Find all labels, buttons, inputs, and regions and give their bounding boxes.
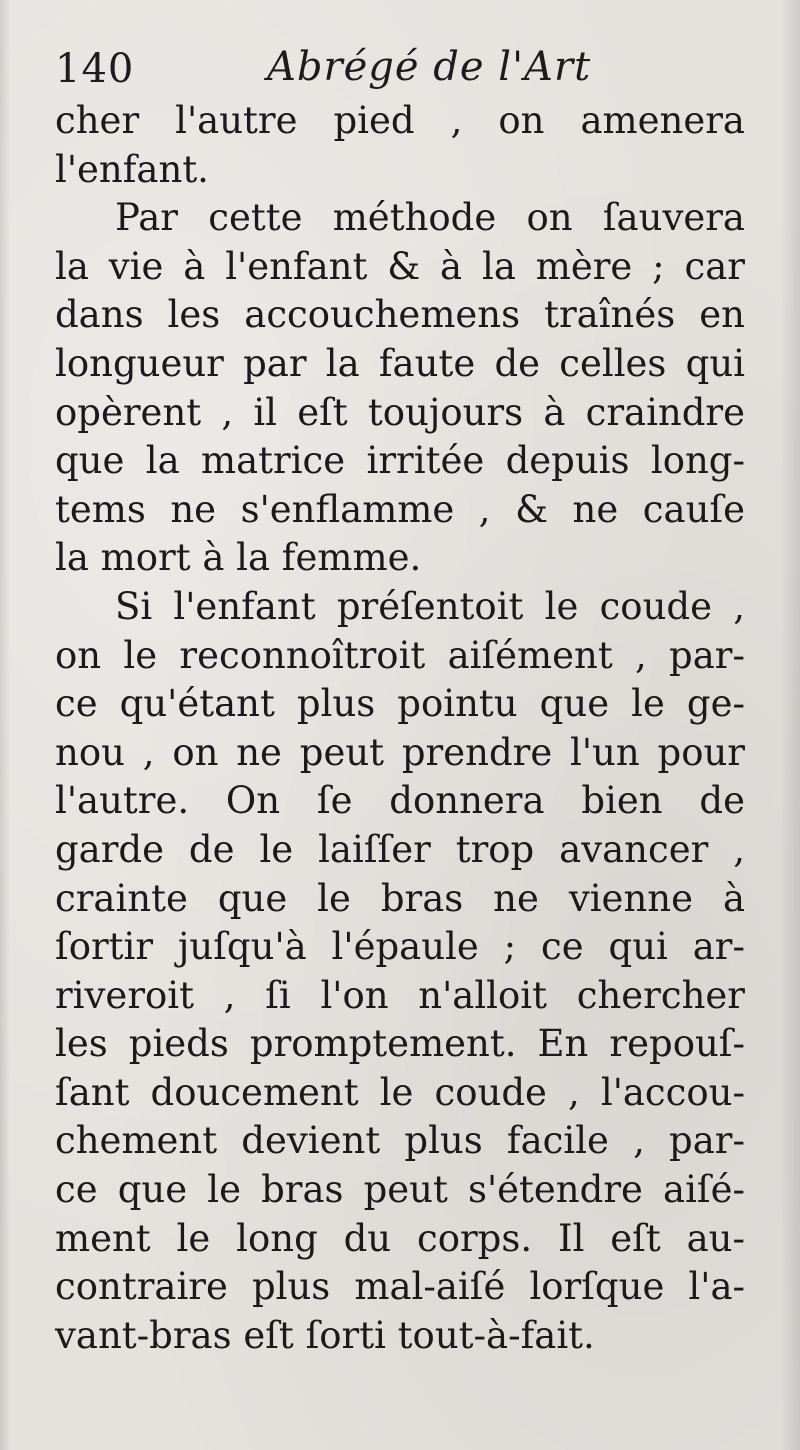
text-line: longueur par la faute de celles qui	[55, 341, 745, 385]
text-line: chement devient plus facile , par-	[55, 1119, 745, 1163]
text-line: ment le long du corps. Il eſt au-	[55, 1216, 745, 1260]
page-number: 140	[55, 46, 135, 92]
text-line: dans les accouchemens traînés en	[55, 293, 745, 337]
paragraph-1	[55, 97, 745, 194]
text-line: ſortir juſqu'à l'épaule ; ce qui ar-	[55, 925, 745, 969]
text-line: la mort à la femme.	[55, 536, 422, 580]
text-line: riveroit , ſi l'on n'alloit chercher	[55, 973, 745, 1017]
body-text	[55, 97, 745, 1360]
paragraph-3	[55, 583, 745, 1361]
paragraph-2	[55, 194, 745, 583]
text-line: vant-bras eſt ſorti tout-à-fait.	[55, 1313, 595, 1357]
text-line: ce que le bras peut s'étendre aiſé-	[55, 1168, 745, 1212]
text-line: on le reconnoîtroit aiſément , par-	[55, 633, 745, 677]
text-line: Si l'enfant préſentoit le coude ,	[115, 584, 745, 628]
text-line: opèrent , il eſt toujours à craindre	[55, 390, 745, 434]
text-line: garde de le laiſſer trop avancer ,	[55, 827, 745, 871]
text-line: que la matrice irritée depuis long-	[55, 439, 745, 483]
text-line: l'autre. On ſe donnera bien de	[55, 779, 745, 823]
page-header	[55, 40, 755, 100]
text-line: ce qu'étant plus pointu que le ge-	[55, 682, 745, 726]
text-line: les pieds promptement. En repouſ-	[55, 1022, 745, 1066]
text-line: nou , on ne peut prendre l'un pour	[55, 730, 745, 774]
text-line: contraire plus mal-aiſé lorſque l'a-	[55, 1265, 745, 1309]
text-line: la vie à l'enfant & à la mère ; car	[55, 244, 745, 288]
running-title: Abrégé de l'Art	[267, 44, 592, 90]
text-line: crainte que le bras ne vienne à	[55, 876, 745, 920]
text-line: l'enfant.	[55, 147, 209, 191]
text-line: tems ne s'enflamme , & ne cauſe	[55, 487, 745, 531]
text-line: Par cette méthode on ſauvera	[115, 196, 745, 240]
text-line: ſant doucement le coude , l'accou-	[55, 1070, 745, 1114]
text-line: cher l'autre pied , on amenera	[55, 99, 745, 142]
